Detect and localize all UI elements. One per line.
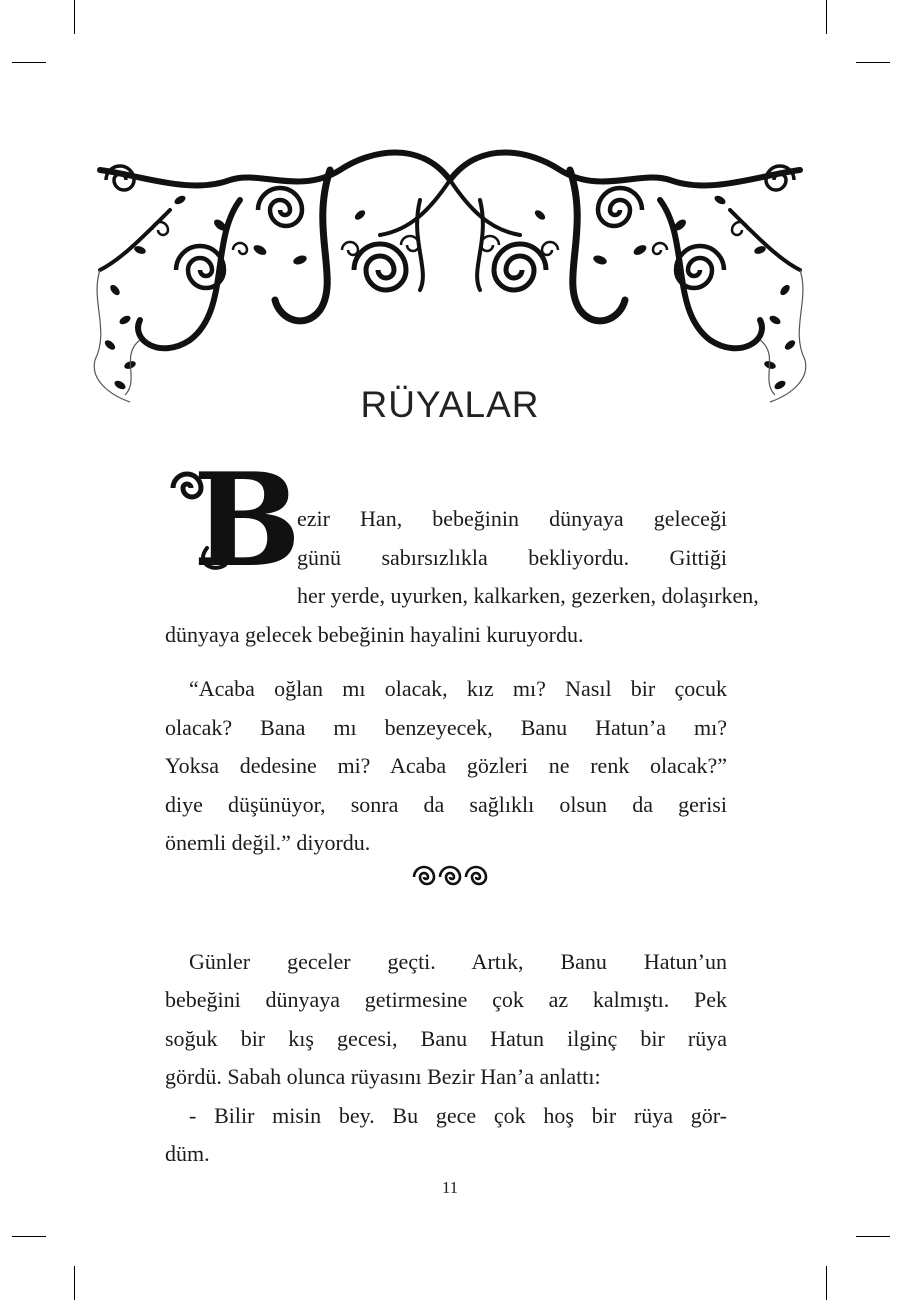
paragraph-line: - Bilir misin bey. Bu gece çok hoş bir rüya gör- [189,1102,727,1128]
paragraph-line: her yerde, uyurken, kalkarken, gezerken, dolaşırken, [297,583,759,608]
paragraph-4 [165,1097,727,1174]
crop-mark-bottom-left [74,1266,75,1300]
paragraph-line: düm. [165,1141,210,1166]
paragraph-3 [165,943,727,1097]
paragraph-line: olacak? Bana mı benzeyecek, Banu Hatun’a mı? [165,714,727,740]
paragraph-line: soğuk bir kış gecesi, Banu Hatun ilginç bir rüya [165,1025,727,1051]
crop-mark-right-top [856,62,890,63]
paragraph-line: Yoksa dedesine mi? Acaba gözleri ne renk olacak?” [165,753,727,778]
floral-swirl-ornament-icon [80,140,820,410]
triple-spiral-separator-icon [410,864,490,890]
crop-mark-top-left [74,0,75,34]
drop-cap-letter: B [192,446,302,596]
drop-cap-flourish-icon [165,446,302,596]
chapter-body [165,446,759,1174]
drop-cap [165,446,302,596]
chapter-title: RÜYALAR [360,384,540,425]
paragraph-line: ezir Han, bebeğinin dünyaya geleceği [297,506,727,531]
crop-mark-right-bottom [856,1236,890,1237]
paragraph-line: bebeğini dünyaya getirmesine çok az kalmıştı. Pek [165,987,727,1012]
paragraph-2 [165,670,727,863]
crop-mark-left-bottom [12,1236,46,1237]
crop-mark-bottom-right [826,1266,827,1300]
crop-mark-top-right [826,0,827,34]
paragraph-line: Günler geceler geçti. Artık, Banu Hatun’un [189,948,727,974]
crop-mark-left-top [12,62,46,63]
page-number: 11 [441,1178,459,1197]
paragraph-line: önemli değil.” diyordu. [165,830,371,855]
paragraph-line: gördü. Sabah olunca rüyasını Bezir Han’a anlattı: [165,1064,601,1089]
paragraph-line: “Acaba oğlan mı olacak, kız mı? Nasıl bir çocuk [189,676,727,701]
paragraph-line: günü sabırsızlıkla bekliyordu. Gittiği [297,544,727,570]
section-separator [0,864,900,894]
paragraph-line: dünyaya gelecek bebeğinin hayalini kuruyordu. [165,621,584,647]
paragraph-line: diye düşünüyor, sonra da sağlıklı olsun da gerisi [165,791,727,817]
